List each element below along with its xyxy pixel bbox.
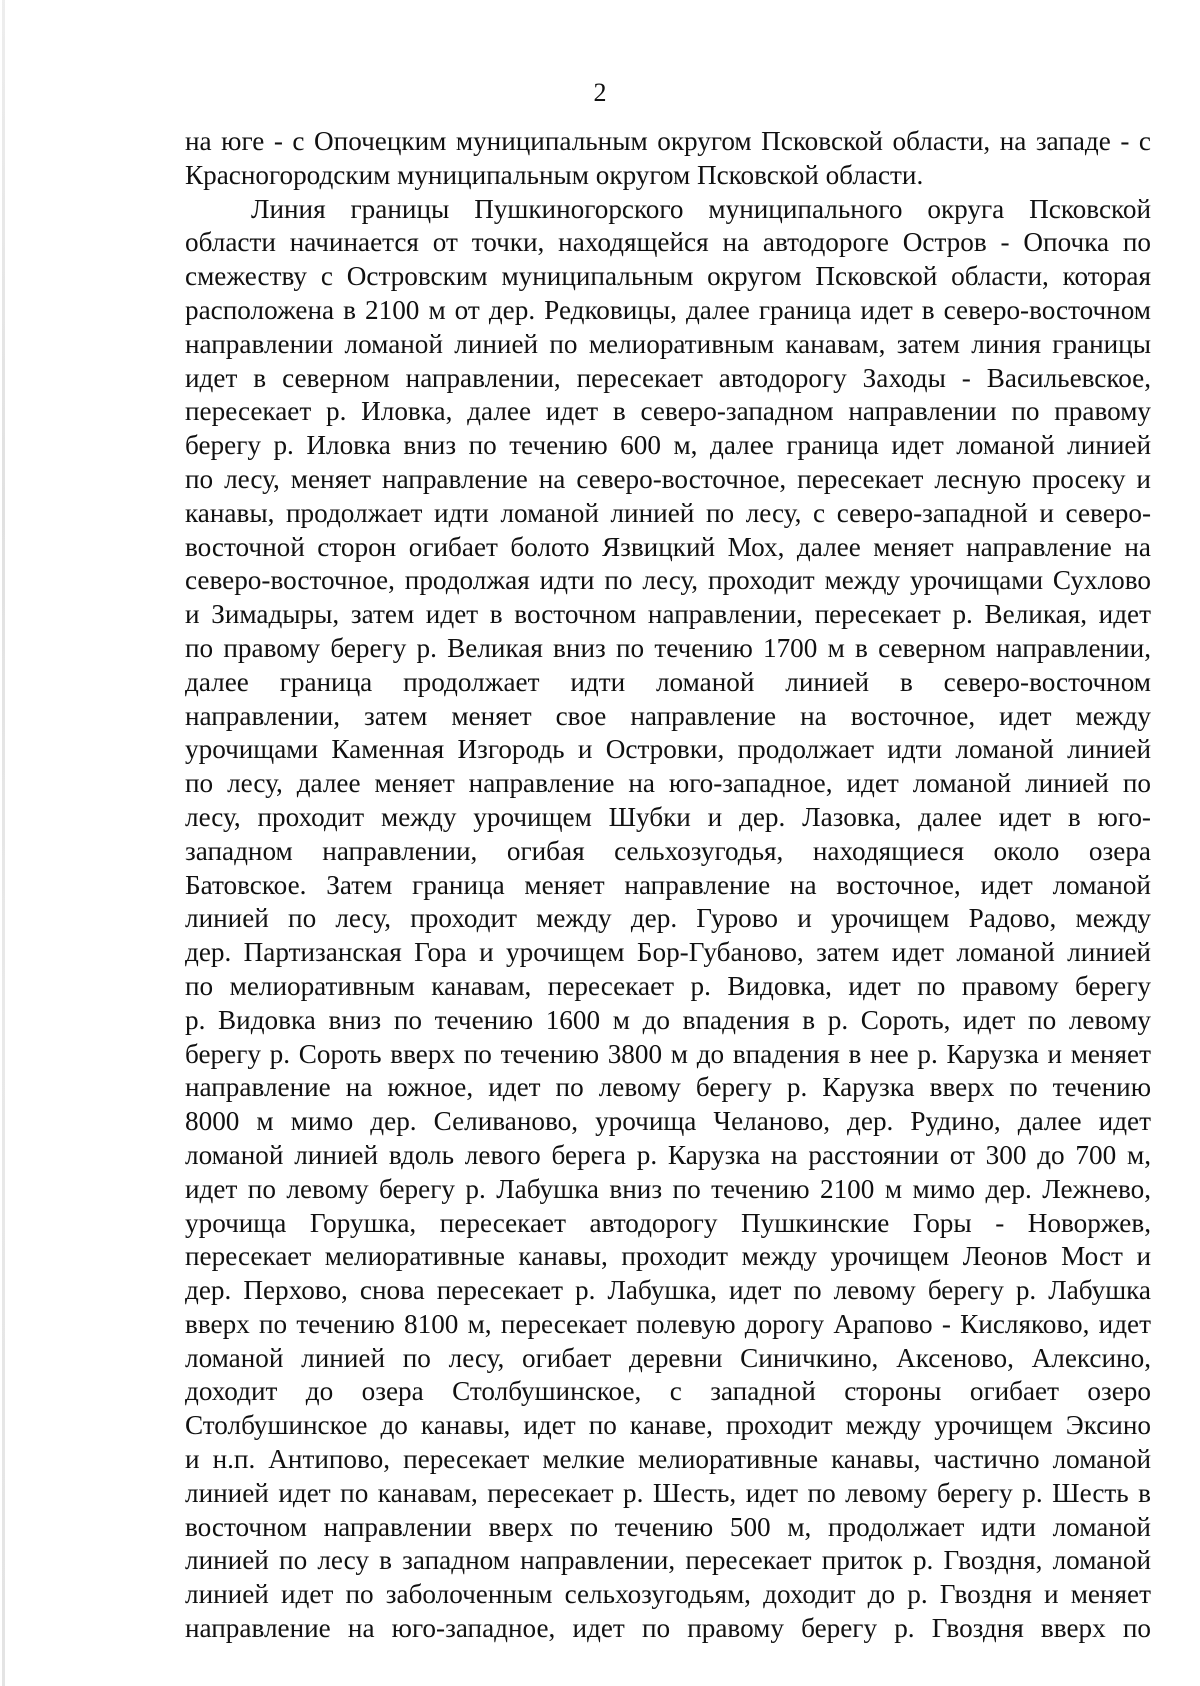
text-line: направлении ломаной линией по мелиоративным канавам, затем линия границы <box>185 328 1151 359</box>
text-line: расположена в 2100 м от дер. Редковицы, далее граница идет в северо-восточном <box>185 294 1151 325</box>
text-line: линией идет по канавам, пересекает р. Шесть, идет по левому берегу р. Шесть в <box>185 1477 1151 1508</box>
text-line: 8000 м мимо дер. Селиваново, урочища Челаново, дер. Рудино, далее идет <box>185 1106 1151 1137</box>
text-line: лесу, проходит между урочищем Шубки и дер. Лазовка, далее идет в юго- <box>185 801 1151 832</box>
text-line: пересекает мелиоративные канавы, проходит между урочищем Леонов Мост и <box>185 1241 1151 1272</box>
text-line: восточном направлении вверх по течению 500 м, продолжает идти ломаной <box>185 1511 1151 1542</box>
text-line: р. Видовка вниз по течению 1600 м до впадения в р. Сороть, идет по левому <box>185 1004 1151 1035</box>
text-line: линией по лесу, проходит между дер. Гурово и урочищем Радово, между <box>185 903 1151 934</box>
text-line: по мелиоративным канавам, пересекает р. Видовка, идет по правому берегу <box>185 970 1151 1001</box>
text-line: урочищами Каменная Изгородь и Островки, продолжает идти ломаной линией <box>185 734 1151 765</box>
text-line: дер. Перхово, снова пересекает р. Лабушка, идет по левому берегу р. Лабушка <box>185 1275 1151 1306</box>
text-line: по лесу, далее меняет направление на юго-западное, идет ломаной линией по <box>185 768 1151 799</box>
page-number: 2 <box>593 78 607 107</box>
text-line: на юге - с Опочецким муниципальным округом Псковской области, на западе - с <box>185 126 1151 156</box>
text-line: смежеству с Островским муниципальным округом Псковской области, которая <box>185 261 1151 292</box>
scan-edge <box>2 0 5 1686</box>
text-line: северо-восточное, продолжая идти по лесу, проходит между урочищами Сухлово <box>185 565 1151 596</box>
text-line: ломаной линией по лесу, огибает деревни Синичкино, Аксеново, Алексино, <box>185 1342 1151 1373</box>
text-line: восточной сторон огибает болото Язвицкий Мох, далее меняет направление на <box>185 531 1151 562</box>
text-line: западном направлении, огибая сельхозугодья, находящиеся около озера <box>185 835 1151 866</box>
text-line: Красногородским муниципальным округом Псковской области. <box>185 159 924 190</box>
text-line: и н.п. Антипово, пересекает мелкие мелиоративные канавы, частично ломаной <box>185 1444 1151 1475</box>
text-line: направление на южное, идет по левому берегу р. Карузка вверх по течению <box>185 1072 1151 1103</box>
text-line: линией идет по заболоченным сельхозугодьям, доходит до р. Гвоздня и меняет <box>185 1579 1151 1610</box>
text-line: далее граница продолжает идти ломаной линией в северо-восточном <box>185 666 1151 697</box>
text-line: по лесу, меняет направление на северо-восточное, пересекает лесную просеку и <box>185 463 1151 494</box>
text-line: по правому берегу р. Великая вниз по течению 1700 м в северном направлении, <box>185 632 1151 663</box>
text-line: канавы, продолжает идти ломаной линией по лесу, с северо-западной и северо- <box>185 497 1151 528</box>
text-line: направлении, затем меняет свое направление на восточное, идет между <box>185 700 1151 731</box>
text-line: урочища Горушка, пересекает автодорогу Пушкинские Горы - Новоржев, <box>185 1207 1151 1238</box>
text-line: вверх по течению 8100 м, пересекает полевую дорогу Арапово - Кисляково, идет <box>185 1308 1151 1339</box>
text-line: дер. Партизанская Гора и урочищем Бор-Губаново, затем идет ломаной линией <box>185 937 1151 968</box>
text-line: линией по лесу в западном направлении, пересекает приток р. Гвоздня, ломаной <box>185 1545 1151 1576</box>
text-line: берегу р. Сороть вверх по течению 3800 м до впадения в нее р. Карузка и меняет <box>185 1038 1151 1069</box>
text-line: и Зимадыры, затем идет в восточном направлении, пересекает р. Великая, идет <box>185 599 1151 630</box>
text-line: Столбушинское до канавы, идет по канаве, проходит между урочищем Эксино <box>185 1410 1151 1441</box>
text-line: направление на юго-западное, идет по правому берегу р. Гвоздня вверх по <box>185 1613 1151 1644</box>
text-line: берегу р. Иловка вниз по течению 600 м, далее граница идет ломаной линией <box>185 430 1151 461</box>
text-line: доходит до озера Столбушинское, с западной стороны огибает озеро <box>185 1376 1151 1407</box>
text-line: Батовское. Затем граница меняет направление на восточное, идет ломаной <box>185 869 1151 900</box>
document-body <box>185 125 1151 1646</box>
text-line: пересекает р. Иловка, далее идет в северо-западном направлении по правому <box>185 396 1151 427</box>
text-line: идет в северном направлении, пересекает автодорогу Заходы - Васильевское, <box>185 362 1151 393</box>
text-line: идет по левому берегу р. Лабушка вниз по течению 2100 м мимо дер. Лежнево, <box>185 1173 1151 1204</box>
text-line: области начинается от точки, находящейся на автодороге Остров - Опочка по <box>185 227 1151 258</box>
text-line: ломаной линией вдоль левого берега р. Карузка на расстоянии от 300 до 700 м, <box>185 1139 1151 1170</box>
text-line: Линия границы Пушкиногорского муниципального округа Псковской <box>251 193 1151 224</box>
